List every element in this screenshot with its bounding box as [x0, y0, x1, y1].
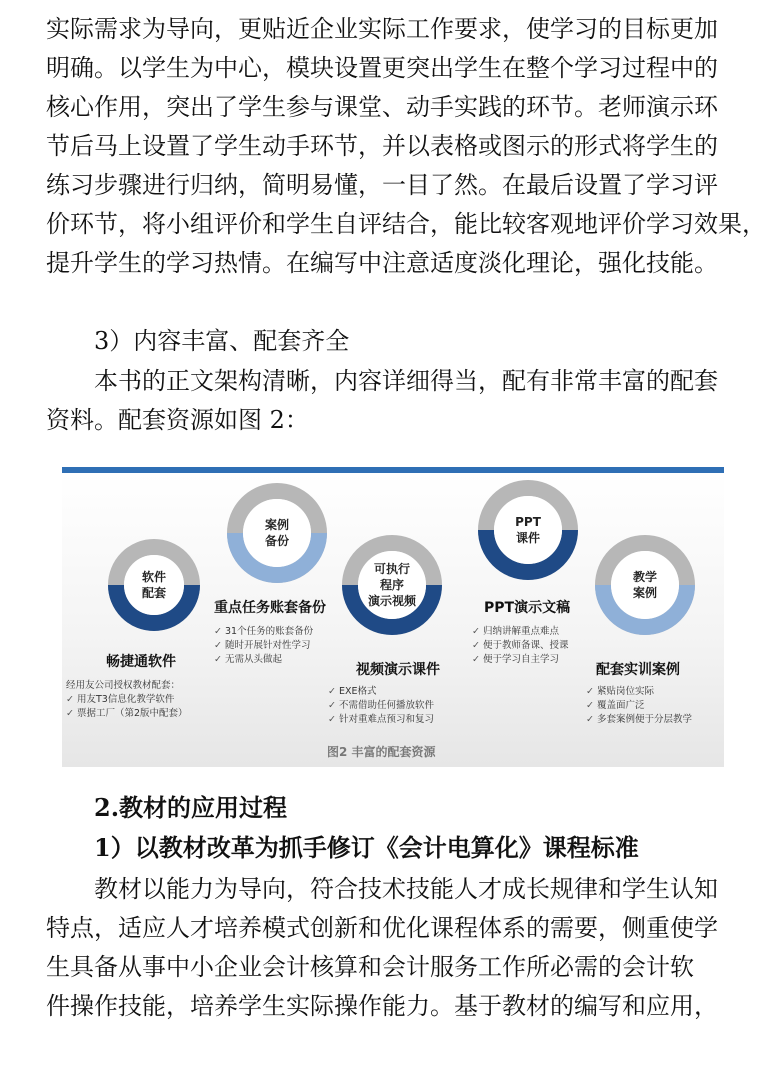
block-title-backup: 重点任务账套备份 [214, 600, 326, 616]
paragraph-2 [46, 362, 736, 440]
ring-label-teaching-case: 教学 案例 [632, 570, 657, 600]
text-line: 价环节，将小组评价和学生自评结合，能比较客观地评价学习效果， [46, 210, 766, 238]
block-items-video: ✓ EXE格式 ✓ 不需借助任何播放软件 ✓ 针对重难点预习和复习 [328, 685, 434, 727]
text-line: 明确。以学生为中心，模块设置更突出学生在整个学习过程中的 [46, 54, 718, 82]
ring-label-ppt: PPT 课件 [515, 515, 541, 545]
figure-caption: 图2 丰富的配套资源 [327, 745, 436, 759]
block-items-ppt: ✓ 归纳讲解重点难点 ✓ 便于教师备课、授课 ✓ 便于学习自主学习 [472, 625, 569, 667]
text-line: 生具备从事中小企业会计核算和会计服务工作所必需的会计软 [46, 953, 694, 981]
resource-figure [62, 467, 724, 767]
text-line: 练习步骤进行归纳，简明易懂，一目了然。在最后设置了学习评 [46, 171, 718, 199]
text-line: 实际需求为导向，更贴近企业实际工作要求，使学习的目标更加 [46, 15, 718, 43]
text-line: 特点，适应人才培养模式创新和优化课程体系的需要，侧重使学 [46, 914, 718, 942]
section-heading-2: 2.教材的应用过程 [94, 793, 288, 822]
ring-label-software: 软件 配套 [141, 570, 166, 600]
text-line: 提升学生的学习热情。在编写中注意适度淡化理论，强化技能。 [46, 249, 718, 277]
block-title-software: 畅捷通软件 [106, 654, 176, 670]
block-items-training: ✓ 紧贴岗位实际 ✓ 覆盖面广泛 ✓ 多套案例便于分层教学 [586, 685, 692, 727]
section-heading-2-1: 1）以教材改革为抓手修订《会计电算化》课程标准 [94, 833, 639, 862]
text-line: 件操作技能，培养学生实际操作能力。基于教材的编写和应用， [46, 992, 718, 1020]
block-title-video: 视频演示课件 [356, 662, 440, 678]
text-line: 节后马上设置了学生动手环节，并以表格或图示的形式将学生的 [46, 132, 718, 160]
block-title-training: 配套实训案例 [596, 662, 680, 678]
block-title-ppt: PPT演示文稿 [484, 600, 571, 616]
text-line: 核心作用，突出了学生参与课堂、动手实践的环节。老师演示环 [46, 93, 718, 121]
block-items-backup: ✓ 31个任务的账套备份 ✓ 随时开展针对性学习 ✓ 无需从头做起 [214, 625, 313, 667]
text-line: 资料。配套资源如图 2： [46, 406, 309, 434]
section-heading-3: 3）内容丰富、配套齐全 [94, 327, 350, 355]
block-items-software: 经用友公司授权教材配套： ✓ 用友T3信息化教学软件 ✓ 票据工厂（第2版中配套） [66, 679, 188, 721]
text-line: 教材以能力为导向，符合技术技能人才成长规律和学生认知 [94, 875, 718, 903]
paragraph-3 [46, 870, 736, 1026]
ring-label-video: 可执行 程序 演示视频 [367, 562, 416, 608]
ring-label-case-backup: 案例 备份 [264, 518, 289, 548]
text-line: 本书的正文架构清晰，内容详细得当，配有非常丰富的配套 [94, 367, 718, 395]
paragraph-1 [46, 10, 766, 283]
